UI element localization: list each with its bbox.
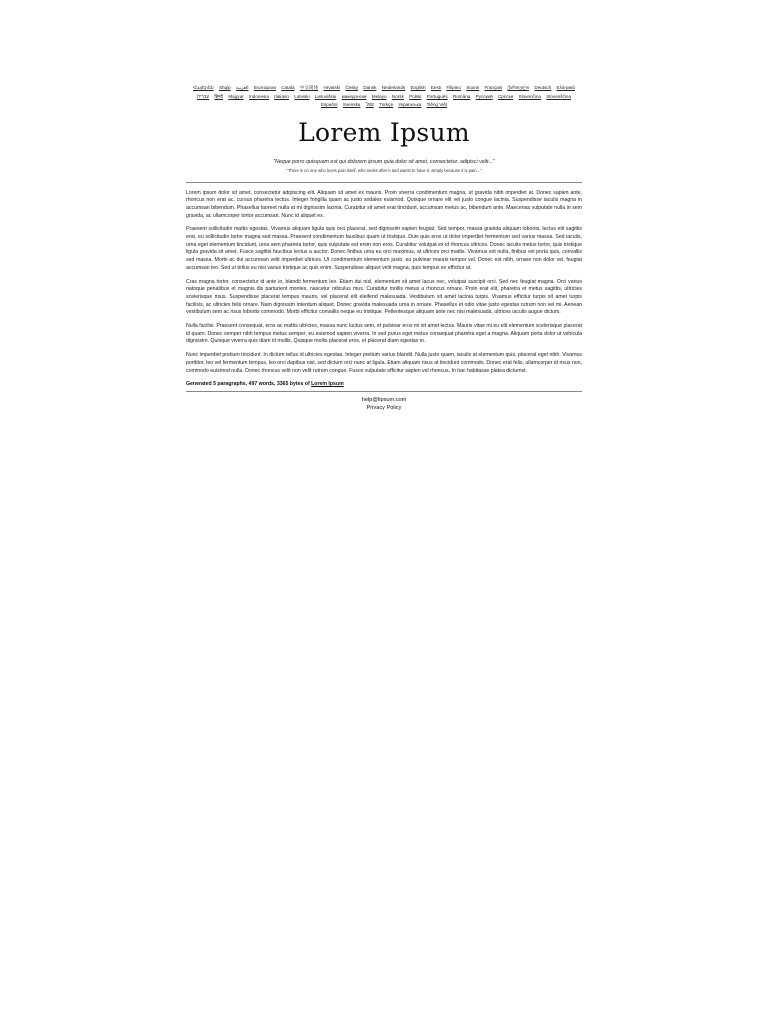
language-link[interactable]: ქართული (507, 85, 530, 90)
language-link[interactable]: Indonesia (248, 93, 269, 99)
quote-translation: "There is no one who loves pain itself, who seeks after it and wants to have it, simply because it is pain..." (286, 167, 482, 173)
language-link[interactable]: Slovenščina (546, 93, 572, 99)
language-link[interactable]: Slovenčina (518, 93, 541, 99)
generation-summary-text: Generated 5 paragraphs, 497 words, 3365 bytes of (186, 381, 310, 388)
paragraph: Nunc imperdiet pretium tincidunt. In dictum tellus id ultricies egestas. Integer pretium varius blandit. Nulla justo quam, iaculis at elementum quis, placerat eget nibh. Vivamus porttitor, leo vel fermentum tempus, leo orci dapibus nisl, sed dictum orci nunc at ligula. Etiam aliquam risus at tincidunt commodo. Donec erat felis, ullamcorper id risus non, commodo euismod nulla. Donec rhoncus velit non velit rutrum congue. Fusce vulputate efficitur sapien vel rhoncus. In hac habitasse platea dictumst. (186, 352, 582, 374)
language-link[interactable]: Norsk (391, 93, 404, 99)
language-link[interactable]: Српски (497, 93, 514, 99)
language-link[interactable]: עברית (196, 93, 210, 99)
site-logo[interactable]: Lorem Ipsum (298, 117, 470, 147)
language-link[interactable]: Türkçe (379, 102, 394, 107)
language-link[interactable]: Español (320, 102, 338, 107)
latin-quote: "Neque porro quisquam est qui dolorem ipsum quia dolor sit amet, consectetur, adipisci velit..." (273, 158, 495, 165)
language-link[interactable]: Filipino (446, 85, 461, 90)
language-link[interactable]: Česky (345, 85, 359, 90)
language-link[interactable]: Latviski (294, 93, 310, 99)
language-link[interactable]: Svenska (342, 102, 361, 107)
page (186, 84, 582, 412)
paragraph: Praesent sollicitudin mattis egestas. Vivamus aliquam ligula quis orci placerat, sed dignissim sapien feugiat. Sed tempor, massa gravida aliquam lobortis, lectus elit sagittis erat, eu sollicitudin tortor magna sed massa. Praesent condimentum faucibus quam ut tristique. Duis quis eros ut dolor imperdiet fermentum sed varius massa. Sed iaculis, urna eget elementum tincidunt, urna sem pharetra tortor, quis vulputate est enim non eros. Curabitur volutpat ex id rhoncus ultrices. Donec iaculis metus tortor, quis tristique ligula gravida sit amet. Fusce sagittis faucibus lectus a auctor. Donec finibus urna eu orci maximus, at ultrices orci mattis. Vivamus est nulla, finibus vel porta quis, convallis sed massa. Morbi ac dui accumsan velit imperdiet ultrices. Ut condimentum elementum justo, eu pulvinar mauris tempor vel. Donec est nibh, ornare non dolor vel, feugiat accumsan leo. Sed ut tellus eu nisi varius tristique ac quis enim. Suspendisse aliquet velit magna, quis tempus ex efficitur at. (186, 226, 582, 271)
language-link[interactable]: Suomi (466, 85, 480, 90)
language-link[interactable]: Հայերեն (193, 85, 214, 90)
divider-top (186, 182, 582, 183)
language-link[interactable]: Eesti (430, 85, 442, 90)
language-link[interactable]: हिन्दी (214, 93, 224, 99)
language-link[interactable]: Italiano (274, 93, 289, 99)
language-link[interactable]: Français (484, 85, 503, 90)
language-link[interactable]: Pyccкий (475, 93, 493, 99)
paragraph: Nulla facilisi. Praesent consequat, eros ac mattis ultricies, massa nunc luctus sem, et pulvinar eros mi sit amet lectus. Mauris vitae mi eu elit elementum scelerisque placerat id quam. Donec semper nibh tempus metus semper, eu euismod sapien viverra. In sed purus eget metus consequat pharetra eget a magna. Aliquam porta dolor ut vehicula dignissim. Quisque viverra quis diam id mollis. Quisque mollis placerat eros, et placerat diam egestas in. (186, 323, 582, 345)
language-link[interactable]: Nederlands (381, 85, 406, 90)
language-link[interactable]: Български (253, 85, 276, 90)
language-link[interactable]: македонски (341, 93, 367, 99)
language-link[interactable]: Ελληνικά (556, 85, 575, 90)
divider-bottom (186, 391, 582, 392)
email-link[interactable]: help@lipsum.com (361, 397, 407, 404)
language-link[interactable]: Українська (398, 102, 422, 107)
language-link[interactable]: Shqip (218, 85, 231, 90)
language-link[interactable]: Català (281, 85, 295, 90)
language-link[interactable]: Magyar (228, 93, 244, 99)
language-link[interactable]: Tiếng Việt (426, 102, 448, 107)
generated-paragraphs (186, 190, 582, 376)
lorem-ipsum-link[interactable]: Lorem Ipsum (311, 381, 344, 388)
language-links (186, 84, 582, 110)
language-link[interactable]: Hrvatski (323, 85, 341, 90)
footer (186, 396, 582, 412)
language-link[interactable]: Dansk (363, 85, 377, 90)
language-link[interactable]: Português (426, 93, 448, 99)
language-link[interactable]: Polski (409, 93, 422, 99)
language-link[interactable]: Melayu (371, 93, 387, 99)
language-link[interactable]: Deutsch (534, 85, 552, 90)
language-link[interactable]: ไทย (365, 102, 374, 107)
language-link[interactable]: English (410, 85, 426, 90)
language-link[interactable]: العربية (235, 85, 249, 90)
generation-summary (186, 381, 582, 387)
language-link[interactable]: Româna (452, 93, 471, 99)
language-link[interactable]: Lietuviškai (314, 93, 337, 99)
paragraph: Lorem ipsum dolor sit amet, consectetur adipiscing elit. Aliquam sit amet ex mauris. Proin viverra condimentum magna, ut gravida nibh imperdiet at. Donec sapien ante, rhoncus non erat ac, cursus pharetra lectus. Integer fringilla quam ac justo sodales euismod. Quisque ornare elit vel justo congue lacinia. Suspendisse iaculis magna in accumsan bibendum. Phasellus laoreet nulla at mi dignissim lacinia. Curabitur sit amet erat tincidunt, accumsan metus ac, bibendum ante. Maecenas vulputate nulla in sem gravida, ac ullamcorper tortor accumsan. Nunc id aliquet ex. (186, 189, 582, 219)
language-link[interactable]: 中文简体 (299, 85, 319, 90)
paragraph: Cras magna tortor, consectetur id ante in, blandit fermentum leo. Etiam dui nisl, elementum sit amet lacus nec, volutpat suscipit orci. Sed nec feugiat magna. Orci varius natoque penatibus et magnis dis parturient montes, nascetur ridiculus mus. Curabitur mollis metus a rhoncus ornare. Proin erat elit, pharetra et metus sagittis, ultricies scelerisque risus. Suspendisse placerat tempus mauris, vel placerat elit eleifend malesuada. Vestibulum sit amet lacinia turpis. Vivamus efficitur turpis sit amet turpis facilisis, ac ultricies felis ornare. Nam dignissim interdum aliquet. Donec gravida malesuada urna in ornare. Phasellus et odio vitae justo egestas rutrum non vel mi. Aenean vestibulum sem ac risus lobortis commodo. Morbi efficitur convallis neque eu tristique. Pellentesque aliquam ante nec nisi malesuada, ultrices iaculis augue dictum. (186, 278, 582, 316)
privacy-policy-link[interactable]: Privacy Policy (366, 405, 402, 412)
